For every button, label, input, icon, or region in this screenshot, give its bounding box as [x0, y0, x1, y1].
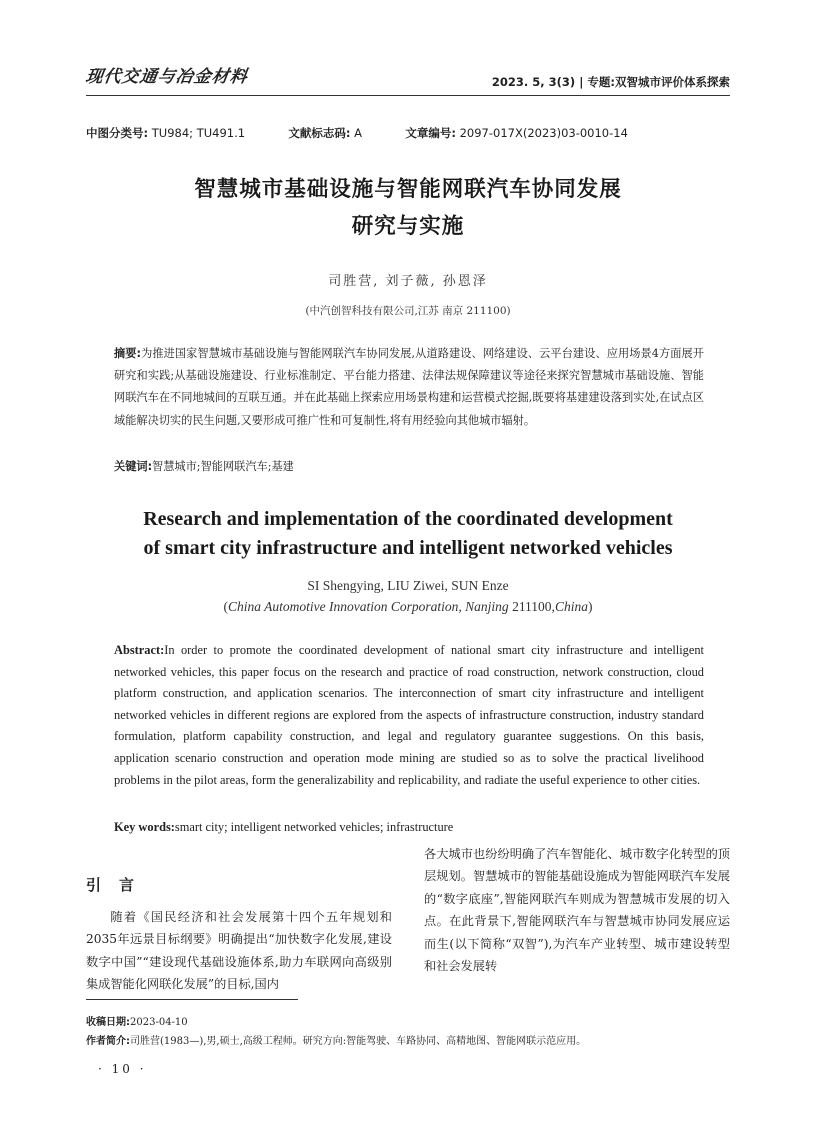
doc-code-label: 文献标志码:: [288, 126, 351, 140]
footnote-received: [86, 1013, 188, 1028]
doc-code-value: A: [354, 126, 363, 140]
abstract-cn-label: 摘要:: [114, 347, 142, 360]
affiliation-en-org: China Automotive Innovation Corporation, Nanjing: [228, 599, 509, 614]
keywords-en: [114, 820, 453, 835]
article-number-value: 2097-017X(2023)03-0010-14: [459, 126, 628, 140]
intro-right-paragraph: 各大城市也纷纷明确了汽车智能化、城市数字化转型的顶层规划。智慧城市的智能基础设施成为智能网联汽车发展的“数字底座”,智能网联汽车则成为智慧城市发展的切入点。在此背景下,智能网联汽车与智慧城市协同发展应运而生(以下简称“双智”),为汽车产业转型、城市建设转型和社会发展转: [424, 847, 730, 974]
issue-info: 2023. 5, 3(3) | 专题:双智城市评价体系探索: [491, 75, 730, 89]
affiliation-en-postcode: 211100,: [508, 599, 555, 614]
keywords-en-label: Key words:: [114, 820, 175, 834]
keywords-cn-text: 智慧城市;智能网联汽车;基建: [152, 460, 294, 473]
authors-en: SI Shengying, LIU Ziwei, SUN Enze: [307, 578, 509, 593]
affiliation-en: [0, 599, 816, 615]
author-bio-value: 司胜营(1983—),男,硕士,高级工程师。研究方向:智能驾驶、车路协同、高精地图、智能网联示范应用。: [130, 1036, 587, 1047]
title-en-line2: of smart city infrastructure and intelligent networked vehicles: [143, 537, 673, 559]
title-cn-line2: 研究与实施: [351, 214, 465, 239]
clc-label: 中图分类号:: [86, 126, 149, 140]
intro-right-column: [424, 843, 730, 977]
abstract-cn-text: 为推进国家智慧城市基础设施与智能网联汽车协同发展,从道路建设、网络建设、云平台建设、应用场景4方面展开研究和实践;从基础设施建设、行业标准制定、平台能力搭建、法律法规保障建议等途径来探究智慧城市基础设施、智能网联汽车在不同地城间的互联互通。并在此基础上探索应用场景构建和运营模式挖掘,既要将基建建设落到实处,在试点区域能解决切实的民生问题,又要形成可推广性和可复制性,将有用经验向其他城市辐射。: [114, 347, 704, 427]
keywords-cn-label: 关键词:: [114, 460, 153, 473]
author-bio-label: 作者简介:: [86, 1036, 130, 1047]
received-value: 2023-04-10: [130, 1017, 188, 1028]
affiliation-en-close: ): [587, 599, 593, 614]
journal-logo: 现代交通与冶金材料: [84, 67, 250, 87]
abstract-en-label: Abstract:: [114, 643, 165, 657]
classification-line: [86, 125, 628, 141]
abstract-en-text: In order to promote the coordinated development of national smart city infrastructure and intelligent networked vehicles, this paper focus on the research and practice of road construction, network construction, cloud platform construction, and application scenarios. The interconnection of smart city infrastructure and intelligent networked vehicles in different regions are explored from the aspects of infrastructure construction, industry standard formulation, platform capability construction, and legal and regulatory guarantee suggestions. On this basis, application scenario construction and operation mode mining are studied so as to solve the practical livelihood problems in the pilot areas, form the generalizability and replicability, and radiate the useful experience to other cities.: [114, 643, 704, 787]
section-heading-intro: 引言: [86, 876, 153, 894]
affiliation-cn: (中汽创智科技有限公司,江苏 南京 211100): [305, 305, 511, 317]
header-rule: [86, 95, 730, 96]
affiliation-en-open: (: [223, 599, 229, 614]
received-label: 收稿日期:: [86, 1017, 130, 1028]
footnote-rule: [86, 999, 298, 1000]
title-cn-line1: 智慧城市基础设施与智能网联汽车协同发展: [194, 177, 622, 202]
intro-left-paragraph: 随着《国民经济和社会发展第十四个五年规划和2035年远景目标纲要》明确提出“加快数字化发展,建设数字中国”“建设现代基础设施体系,助力车联网向高级别集成智能化网联化发展”的目标,国内: [86, 910, 392, 992]
footnote-author: [86, 1032, 586, 1047]
intro-left-column: [86, 906, 392, 996]
keywords-cn: [114, 458, 294, 474]
abstract-en: [114, 640, 704, 791]
page-number: · 10 ·: [98, 1062, 147, 1076]
clc-value: TU984; TU491.1: [151, 126, 246, 140]
authors-cn: 司胜营, 刘子薇, 孙恩泽: [328, 274, 488, 289]
article-number-label: 文章编号:: [405, 126, 456, 140]
keywords-en-text: smart city; intelligent networked vehicles; infrastructure: [174, 820, 454, 834]
title-en-line1: Research and implementation of the coordinated development: [143, 508, 673, 530]
abstract-cn: [114, 343, 704, 432]
affiliation-en-country: China: [554, 599, 588, 614]
